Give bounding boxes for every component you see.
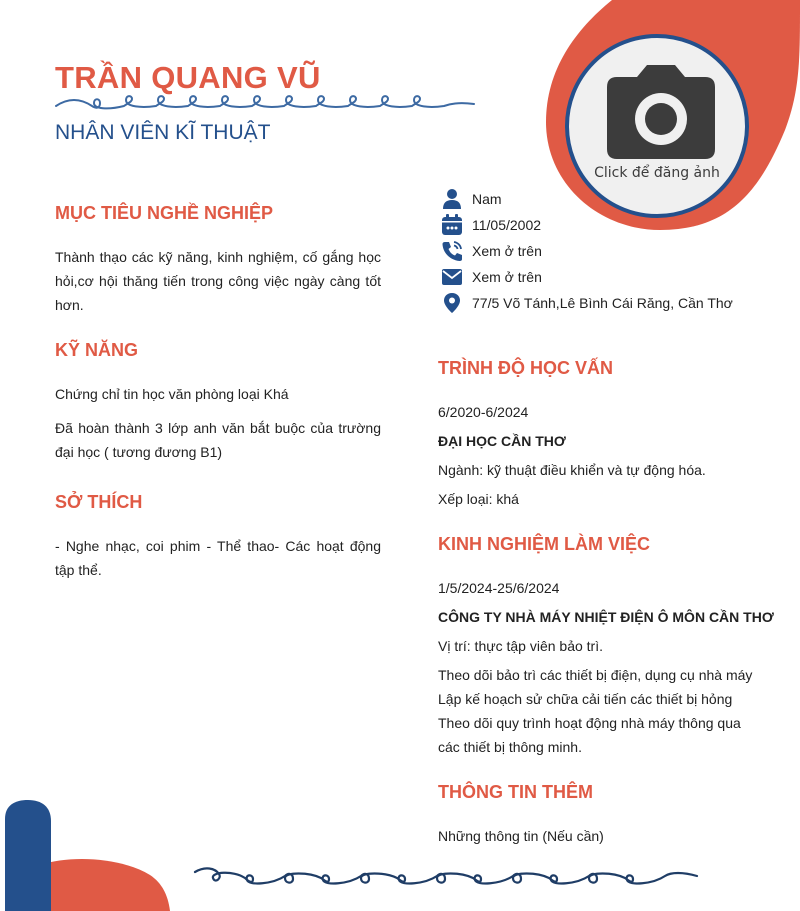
experience-duty: Theo dõi quy trình hoạt động nhà máy thông qua (438, 715, 741, 731)
contact-list (441, 186, 771, 316)
experience-period: 1/5/2024-25/6/2024 (438, 580, 560, 596)
contact-text: 11/05/2002 (472, 217, 542, 233)
contact-text: Xem ở trên (472, 269, 542, 285)
experience-company: CÔNG TY NHÀ MÁY NHIỆT ĐIỆN Ô MÔN CẦN THƠ (438, 609, 774, 625)
skill-item: Đã hoàn thành 3 lớp anh văn bắt buộc của trường đại học ( tương đương B1) (55, 420, 381, 460)
skill-item: Chứng chỉ tin học văn phòng loại Khá (55, 386, 289, 402)
candidate-role: NHÂN VIÊN KĨ THUẬT (55, 121, 271, 144)
contact-item-gender (441, 186, 771, 212)
experience-duty: Lập kế hoạch sử chữa cải tiến các thiết bị hỏng (438, 691, 733, 707)
section-title-education: TRÌNH ĐỘ HỌC VẤN (438, 358, 613, 378)
contact-item-birthday (441, 212, 771, 238)
experience-duty: Theo dõi bảo trì các thiết bị điện, dụng cụ nhà máy (438, 667, 753, 683)
section-title-skills: KỸ NĂNG (55, 340, 139, 360)
location-pin-icon (441, 292, 463, 314)
mail-icon (441, 266, 463, 288)
contact-item-phone (441, 238, 771, 264)
candidate-name: TRẦN QUANG VŨ (55, 60, 321, 95)
extra-text: Những thông tin (Nếu cần) (438, 828, 604, 844)
section-title-extra: THÔNG TIN THÊM (438, 782, 593, 802)
calendar-icon (441, 214, 463, 236)
contact-text: Xem ở trên (472, 243, 542, 259)
decorative-blob-bottom (0, 795, 180, 911)
person-icon (441, 188, 463, 210)
contact-item-email (441, 264, 771, 290)
camera-icon (607, 65, 715, 159)
education-grade: Xếp loại: khá (438, 491, 519, 507)
contact-text: 77/5 Võ Tánh,Lê Bình Cái Răng, Cần Thơ (472, 295, 733, 311)
education-period: 6/2020-6/2024 (438, 404, 529, 420)
hobbies-text: - Nghe nhạc, coi phim - Thể thao- Các hoạt động tập thể. (55, 538, 381, 578)
contact-item-address (441, 290, 771, 316)
contact-text: Nam (472, 191, 502, 207)
education-school: ĐẠI HỌC CẦN THƠ (438, 433, 566, 449)
experience-position: Vị trí: thực tập viên bảo trì. (438, 638, 603, 654)
section-title-experience: KINH NGHIỆM LÀM VIỆC (438, 534, 651, 554)
decorative-squiggle-bottom (193, 862, 700, 892)
experience-duty: các thiết bị thông minh. (438, 739, 582, 755)
phone-icon (441, 240, 463, 262)
section-title-objective: MỤC TIÊU NGHỀ NGHIỆP (55, 203, 274, 223)
section-title-hobbies: SỞ THÍCH (55, 492, 143, 512)
photo-upload-caption: Click để đăng ảnh (594, 165, 720, 181)
education-major: Ngành: kỹ thuật điều khiển và tự động hóa. (438, 462, 706, 478)
objective-text: Thành thạo các kỹ năng, kinh nghiệm, cố gắng học hỏi,cơ hội thăng tiến trong công việc ngày càng tốt hơn. (55, 249, 381, 313)
decorative-squiggle-top (54, 94, 476, 116)
